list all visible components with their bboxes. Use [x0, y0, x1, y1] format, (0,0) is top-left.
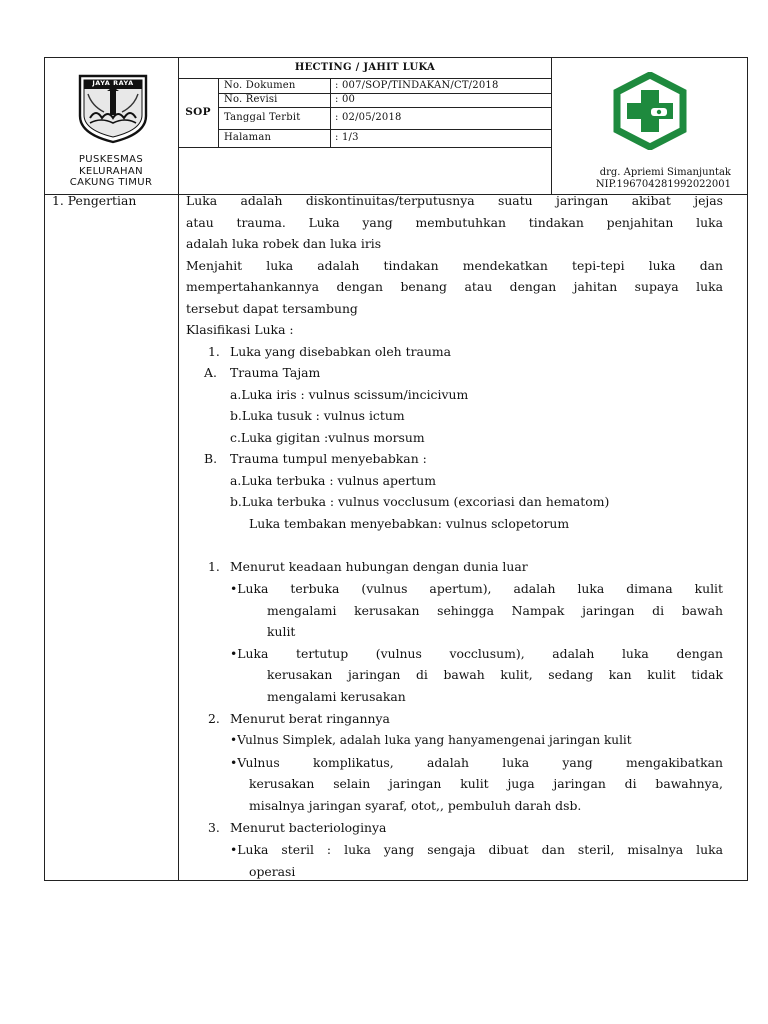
sop-label: SOP: [185, 106, 211, 118]
sublist-letter: B.: [204, 451, 218, 466]
list-number: 1.: [208, 344, 220, 359]
org-name-line-1: PUSKESMAS: [78, 154, 144, 165]
list-number: 1.: [208, 559, 220, 574]
field-label-halaman: Halaman: [224, 132, 272, 143]
document-title: HECTING / JAHIT LUKA: [294, 62, 436, 73]
bullet-line: operasi: [249, 863, 296, 879]
bullet-item: [230, 578, 723, 707]
sublist-entry: c.Luka gigitan :vulnus morsum: [230, 430, 425, 445]
sublist-entry: b.Luka tusuk : vulnus ictum: [230, 408, 405, 423]
sublist-entry: Luka tembakan menyebabkan: vulnus sclopetorum: [249, 516, 570, 531]
paragraph-line: Menjahit luka adalah tindakan mendekatkan tepi-tepi luka dan: [186, 257, 723, 273]
signatory: [551, 167, 731, 191]
paragraph-line: Luka adalah diskontinuitas/terputusnya suatu jaringan akibat jejas: [186, 193, 723, 208]
field-value-tanggal: : 02/05/2018: [335, 112, 402, 123]
org-name-line-2: KELURAHAN: [78, 165, 144, 177]
sublist-entry: b.Luka terbuka : vulnus vocclusum (excoriasi dan hematom): [230, 494, 610, 509]
bullet-line: •Vulnus Simplek, adalah luka yang hanyamengenai jaringan kulit: [230, 733, 632, 747]
field-value-dokumen: : 007/SOP/TINDAKAN/CT/2018: [335, 80, 499, 91]
org-name-line-3: CAKUNG TIMUR: [69, 177, 153, 188]
field-value-revisi: : 00: [335, 94, 356, 105]
list-item: Luka yang disebabkan oleh trauma: [230, 344, 452, 359]
field-label-dokumen: No. Dokumen: [224, 80, 296, 91]
bullet-item: [230, 730, 723, 816]
puskesmas-logo: [611, 72, 689, 150]
sublist-entry: a.Luka terbuka : vulnus apertum: [230, 473, 436, 488]
paragraph-line: mempertahankannya dengan benang atau dengan jahitan supaya luka: [186, 279, 723, 294]
bullet-line: kulit: [267, 624, 296, 639]
org-name: [44, 154, 178, 189]
field-label-revisi: No. Revisi: [224, 94, 278, 105]
paragraph-definition: [186, 190, 723, 341]
sublist-item: Trauma tumpul menyebabkan :: [230, 451, 427, 466]
logo-banner-text: JAYA RAYA: [92, 79, 134, 87]
signatory-name: drg. Apriemi Simanjuntak: [599, 167, 731, 178]
signatory-nip: NIP.196704281992022001: [595, 179, 731, 190]
paragraph-line: atau trauma. Luka yang membutuhkan tindakan penjahitan luka: [186, 214, 723, 230]
list-number: 3.: [208, 820, 220, 835]
list-item: Menurut berat ringannya: [230, 711, 390, 726]
bullet-line: kerusakan selain jaringan kulit juga jaringan di bawahnya,: [249, 776, 723, 791]
bullet-line: kerusakan jaringan di bawah kulit, sedang kan kulit tidak: [267, 667, 723, 682]
field-label-tanggal: Tanggal Terbit: [224, 112, 301, 123]
field-value-halaman: : 1/3: [335, 132, 359, 143]
paragraph-line: tersebut dapat tersambung: [186, 300, 358, 316]
bullet-line: •Luka tertutup (vulnus vocclusum), adalah luka dengan: [230, 645, 723, 661]
bullet-line: mengalami kerusakan sehingga Nampak jaringan di bawah: [267, 602, 723, 618]
bullet-item: [230, 839, 723, 882]
sublist-entry: a.Luka iris : vulnus scissum/incicivum: [230, 387, 469, 402]
list-item: Menurut keadaan hubungan dengan dunia luar: [230, 559, 528, 574]
sublist-item: Trauma Tajam: [230, 365, 321, 380]
list-item: Menurut bacteriologinya: [230, 820, 387, 835]
bullet-line: •Luka steril : luka yang sengaja dibuat dan steril, misalnya luka: [230, 842, 723, 857]
bullet-line: •Vulnus komplikatus, adalah luka yang mengakibatkan: [230, 754, 723, 770]
list-number: 2.: [208, 711, 220, 726]
klasifikasi-heading: Klasifikasi Luka :: [186, 322, 294, 337]
bullet-line: •Luka terbuka (vulnus apertum), adalah luka dimana kulit: [230, 581, 723, 596]
bullet-line: misalnya jaringan syaraf, otot,, pembuluh darah dsb.: [249, 797, 582, 813]
sublist-letter: A.: [204, 365, 217, 380]
paragraph-line: adalah luka robek dan luka iris: [186, 236, 382, 251]
section-label: 1. Pengertian: [52, 193, 137, 208]
bullet-line: mengalami kerusakan: [267, 688, 406, 704]
